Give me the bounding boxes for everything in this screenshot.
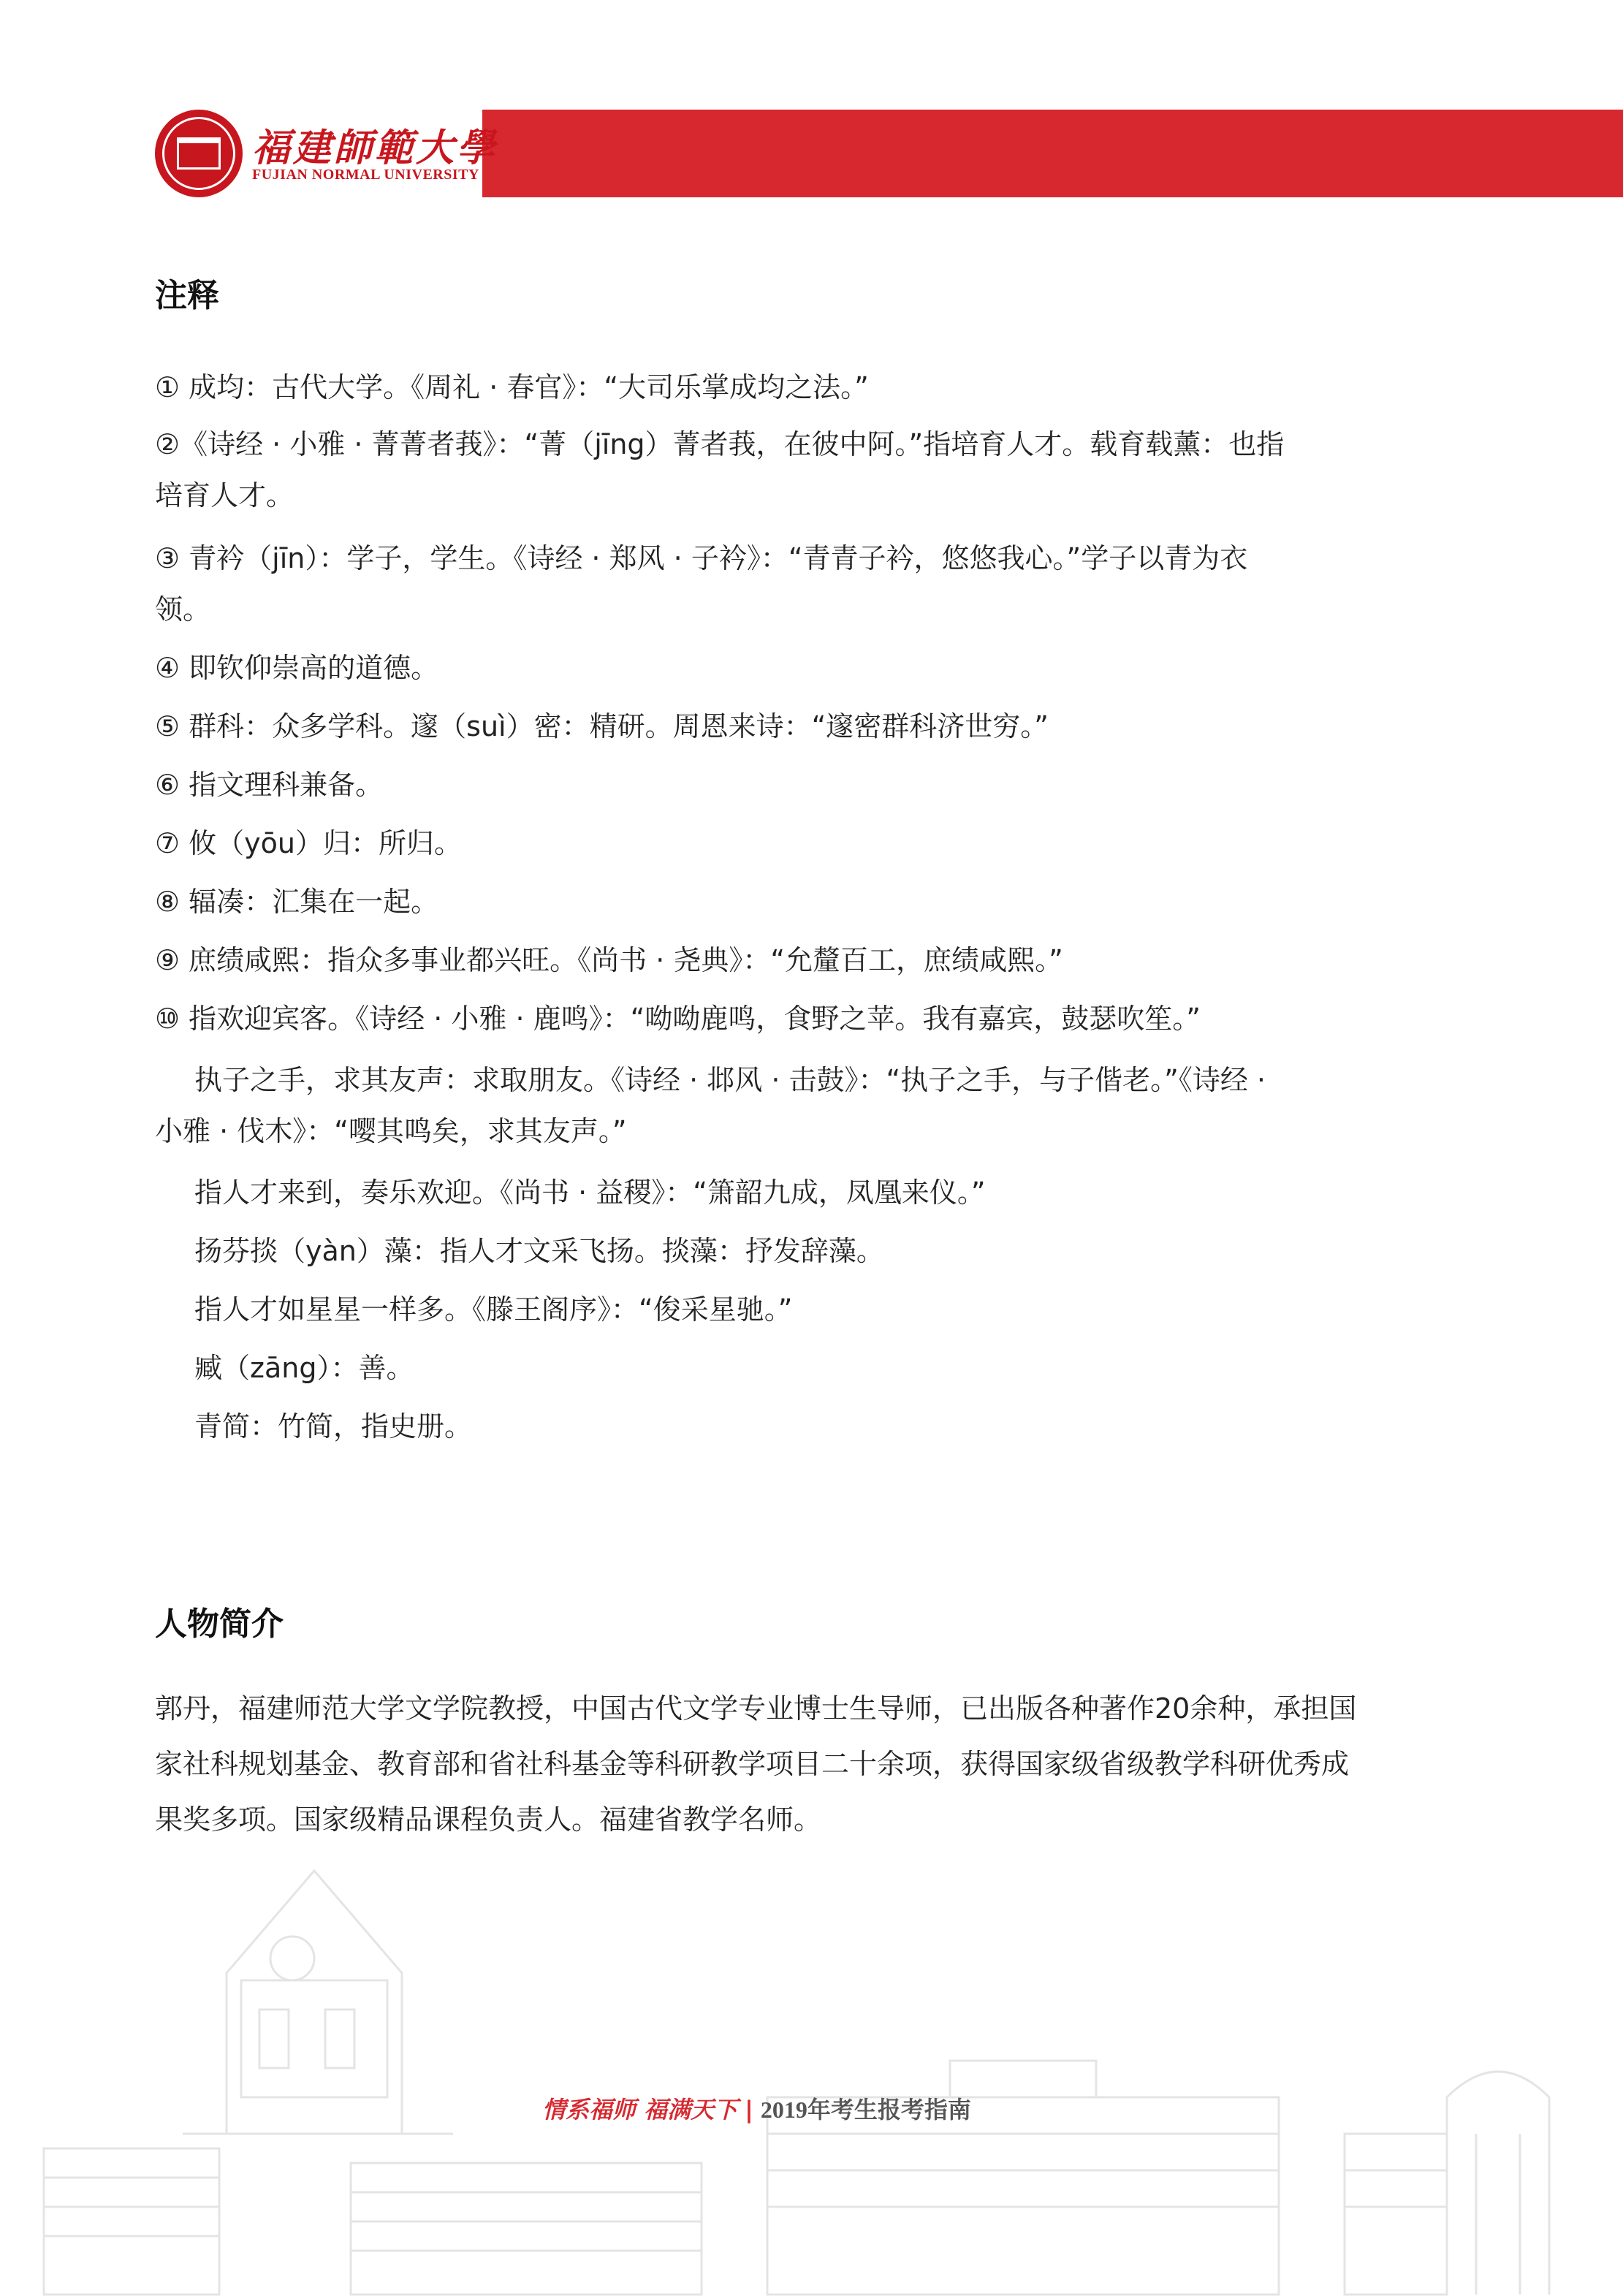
note-line: 执子之手，求其友声：求取朋友。《诗经 · 邶风 · 击鼓》：“执子之手，与子偕老。”《诗经 · bbox=[194, 1064, 1266, 1096]
campus-buildings-illustration bbox=[0, 1856, 1623, 2296]
note-line: ⑤ 群科：众多学科。邃（suì）密：精研。周恩来诗：“邃密群科济世穷。” bbox=[155, 710, 1049, 742]
note-line: 扬芬掞（yàn）藻：指人才文采飞扬。掞藻：抒发辞藻。 bbox=[194, 1235, 884, 1267]
bio-paragraph bbox=[155, 1681, 1492, 1847]
note-line: ⑥ 指文理科兼备。 bbox=[155, 769, 384, 801]
note-line: ⑦ 攸（yōu）归：所归。 bbox=[155, 827, 462, 859]
note-line: 臧（zāng）：善。 bbox=[194, 1352, 414, 1384]
notes-title: 注释 bbox=[155, 277, 219, 314]
note-line: 指人才如星星一样多。《滕王阁序》：“俊采星驰。” bbox=[194, 1293, 793, 1326]
footer-tagline bbox=[542, 2091, 971, 2125]
note-line: 小雅 · 伐木》：“嘤其鸣矣，求其友声。” bbox=[155, 1115, 627, 1147]
footer-separator: | bbox=[745, 2096, 753, 2124]
note-line: 指人才来到，奏乐欢迎。《尚书 · 益稷》：“箫韶九成，凤凰来仪。” bbox=[194, 1176, 986, 1209]
note-line: 青简：竹简，指史册。 bbox=[194, 1410, 473, 1442]
logo-chinese-name: 福建師範大學 bbox=[252, 126, 498, 170]
note-line: ⑨ 庶绩咸熙：指众多事业都兴旺。《尚书 · 尧典》：“允釐百工，庶绩咸熙。” bbox=[155, 944, 1063, 976]
note-line: 培育人才。 bbox=[155, 479, 294, 512]
bio-line: 家社科规划基金、教育部和省社科基金等科研教学项目二十余项，获得国家级省级教学科研优秀成 bbox=[155, 1748, 1350, 1780]
footer-guide-title: 2019年考生报考指南 bbox=[760, 2097, 971, 2123]
logo-english-name: FUJIAN NORMAL UNIVERSITY bbox=[252, 167, 479, 183]
note-line: ③ 青衿（jīn）：学子，学生。《诗经 · 郑风 · 子衿》：“青青子衿，悠悠我心。”学子以青为衣 bbox=[155, 542, 1248, 574]
note-line: ④ 即钦仰崇高的道德。 bbox=[155, 652, 439, 684]
bio-line: 郭丹，福建师范大学文学院教授，中国古代文学专业博士生导师，已出版各种著作20余种，承担国 bbox=[155, 1692, 1357, 1725]
note-line: ① 成均：古代大学。《周礼 · 春官》：“大司乐掌成均之法。” bbox=[155, 371, 869, 403]
bio-title: 人物简介 bbox=[155, 1605, 284, 1643]
bio-line: 果奖多项。国家级精品课程负责人。福建省教学名师。 bbox=[155, 1803, 822, 1836]
university-seal-icon bbox=[155, 110, 243, 197]
note-line: 领。 bbox=[155, 593, 211, 626]
note-line: ⑧ 辐凑：汇集在一起。 bbox=[155, 886, 439, 918]
footer-slogan: 情系福师 福满天下 bbox=[542, 2096, 738, 2124]
note-line: ②《诗经 · 小雅 · 菁菁者莪》：“菁（jīng）菁者莪，在彼中阿。”指培育人才。载育载薰：也指 bbox=[155, 428, 1285, 460]
note-line: ⑩ 指欢迎宾客。《诗经 · 小雅 · 鹿鸣》：“呦呦鹿鸣，食野之苹。我有嘉宾，鼓瑟吹笙。” bbox=[155, 1003, 1201, 1035]
